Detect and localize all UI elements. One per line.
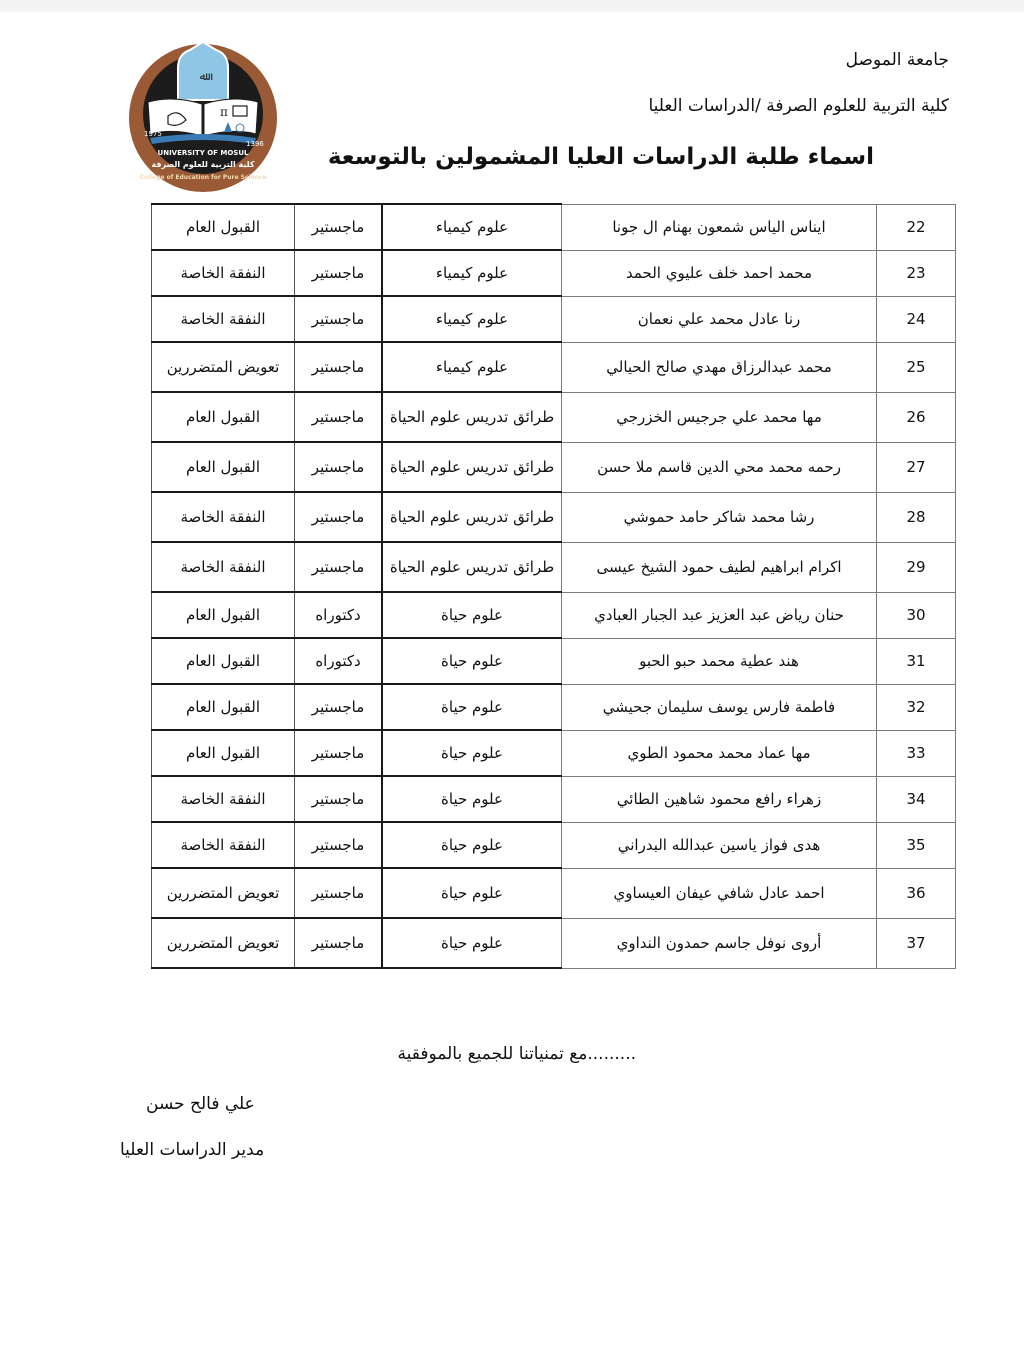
seal-text-en-bottom: College of Education for Pure Science: [139, 174, 267, 181]
row-number-cell: 29: [877, 542, 956, 592]
table-row: [152, 442, 956, 492]
admission-channel-cell: النفقة الخاصة: [152, 542, 295, 592]
table-row: [152, 392, 956, 442]
row-number-cell: 33: [877, 730, 956, 776]
student-name-cell: مها عماد محمد محمود الطوي: [562, 730, 877, 776]
admission-channel-cell: تعويض المتضررين: [152, 342, 295, 392]
row-number-cell: 37: [877, 918, 956, 968]
degree-cell: ماجستير: [295, 542, 383, 592]
students-table: [151, 203, 956, 969]
department-cell: طرائق تدريس علوم الحياة: [382, 392, 562, 442]
row-number-cell: 27: [877, 442, 956, 492]
degree-cell: ماجستير: [295, 730, 383, 776]
admission-channel-cell: النفقة الخاصة: [152, 776, 295, 822]
student-name-cell: رنا عادل محمد علي نعمان: [562, 296, 877, 342]
department-cell: طرائق تدريس علوم الحياة: [382, 492, 562, 542]
degree-cell: ماجستير: [295, 684, 383, 730]
department-cell: علوم كيمياء: [382, 296, 562, 342]
admission-channel-cell: القبول العام: [152, 204, 295, 250]
degree-cell: ماجستير: [295, 442, 383, 492]
signatory-title: مدير الدراسات العليا: [120, 1140, 265, 1160]
degree-cell: ماجستير: [295, 492, 383, 542]
table-row: [152, 730, 956, 776]
table-row: [152, 296, 956, 342]
seal-year-left: 1975: [144, 130, 162, 138]
degree-cell: ماجستير: [295, 776, 383, 822]
student-name-cell: حنان رياض عبد العزيز عبد الجبار العبادي: [562, 592, 877, 638]
student-name-cell: محمد احمد خلف عليوي الحمد: [562, 250, 877, 296]
student-name-cell: رشا محمد شاكر حامد حموشي: [562, 492, 877, 542]
degree-cell: ماجستير: [295, 918, 383, 968]
signatory-name: علي فالح حسن: [146, 1094, 255, 1114]
row-number-cell: 31: [877, 638, 956, 684]
admission-channel-cell: تعويض المتضررين: [152, 918, 295, 968]
admission-channel-cell: النفقة الخاصة: [152, 250, 295, 296]
student-name-cell: زهراء رافع محمود شاهين الطائي: [562, 776, 877, 822]
table-row: [152, 592, 956, 638]
degree-cell: ماجستير: [295, 342, 383, 392]
student-name-cell: محمد عبدالرزاق مهدي صالح الحيالي: [562, 342, 877, 392]
row-number-cell: 22: [877, 204, 956, 250]
table-row: [152, 684, 956, 730]
degree-cell: ماجستير: [295, 868, 383, 918]
row-number-cell: 28: [877, 492, 956, 542]
row-number-cell: 30: [877, 592, 956, 638]
department-cell: علوم حياة: [382, 592, 562, 638]
table-row: [152, 492, 956, 542]
department-cell: علوم حياة: [382, 638, 562, 684]
department-cell: علوم حياة: [382, 684, 562, 730]
degree-cell: ماجستير: [295, 296, 383, 342]
table-row: [152, 868, 956, 918]
admission-channel-cell: النفقة الخاصة: [152, 492, 295, 542]
row-number-cell: 25: [877, 342, 956, 392]
top-margin-strip: [0, 0, 1024, 12]
row-number-cell: 35: [877, 822, 956, 868]
degree-cell: دكتوراه: [295, 592, 383, 638]
student-name-cell: رحمه محمد محي الدين قاسم ملا حسن: [562, 442, 877, 492]
college-seal-logo: [128, 40, 278, 195]
university-name: جامعة الموصل: [845, 50, 949, 70]
table-row: [152, 542, 956, 592]
student-name-cell: فاطمة فارس يوسف سليمان جحيشي: [562, 684, 877, 730]
degree-cell: ماجستير: [295, 392, 383, 442]
department-cell: علوم حياة: [382, 730, 562, 776]
seal-year-right: 1396: [246, 140, 264, 148]
admission-channel-cell: القبول العام: [152, 592, 295, 638]
admission-channel-cell: النفقة الخاصة: [152, 822, 295, 868]
degree-cell: ماجستير: [295, 204, 383, 250]
degree-cell: دكتوراه: [295, 638, 383, 684]
student-name-cell: هند عطية محمد حبو الحبو: [562, 638, 877, 684]
closing-wishes: .........مع تمنياتنا للجميع بالموفقية: [397, 1044, 636, 1064]
table-row: [152, 342, 956, 392]
row-number-cell: 23: [877, 250, 956, 296]
student-name-cell: احمد عادل شافي عيفان العيساوي: [562, 868, 877, 918]
student-name-cell: أروى نوفل جاسم حمدون النداوي: [562, 918, 877, 968]
seal-text-en-top: UNIVERSITY OF MOSUL: [157, 149, 249, 157]
admission-channel-cell: تعويض المتضررين: [152, 868, 295, 918]
row-number-cell: 24: [877, 296, 956, 342]
students-table-body: [152, 204, 956, 968]
seal-calligraphy: ﷲ: [199, 70, 207, 83]
student-name-cell: اكرام ابراهيم لطيف حمود الشيخ عيسى: [562, 542, 877, 592]
row-number-cell: 32: [877, 684, 956, 730]
department-cell: علوم حياة: [382, 822, 562, 868]
admission-channel-cell: القبول العام: [152, 392, 295, 442]
student-name-cell: مها محمد علي جرجيس الخزرجي: [562, 392, 877, 442]
pi-symbol: π: [220, 105, 228, 119]
table-row: [152, 918, 956, 968]
department-cell: علوم كيمياء: [382, 204, 562, 250]
seal-text-ar: كلية التربية للعلوم الصرفة: [151, 160, 255, 169]
department-cell: طرائق تدريس علوم الحياة: [382, 442, 562, 492]
degree-cell: ماجستير: [295, 250, 383, 296]
admission-channel-cell: القبول العام: [152, 684, 295, 730]
department-cell: علوم حياة: [382, 918, 562, 968]
department-cell: علوم حياة: [382, 868, 562, 918]
college-department-line: كلية التربية للعلوم الصرفة /الدراسات العليا: [648, 96, 949, 116]
admission-channel-cell: النفقة الخاصة: [152, 296, 295, 342]
student-name-cell: ايناس الياس شمعون بهنام ال جونا: [562, 204, 877, 250]
admission-channel-cell: القبول العام: [152, 638, 295, 684]
table-row: [152, 250, 956, 296]
student-name-cell: هدى فواز ياسين عبدالله البدراني: [562, 822, 877, 868]
row-number-cell: 26: [877, 392, 956, 442]
university-seal-icon: [128, 40, 278, 195]
department-cell: علوم حياة: [382, 776, 562, 822]
admission-channel-cell: القبول العام: [152, 730, 295, 776]
admission-channel-cell: القبول العام: [152, 442, 295, 492]
table-row: [152, 776, 956, 822]
row-number-cell: 34: [877, 776, 956, 822]
page-title: اسماء طلبة الدراسات العليا المشمولين بالتوسعة: [327, 144, 874, 170]
row-number-cell: 36: [877, 868, 956, 918]
table-row: [152, 822, 956, 868]
department-cell: طرائق تدريس علوم الحياة: [382, 542, 562, 592]
table-row: [152, 204, 956, 250]
department-cell: علوم كيمياء: [382, 250, 562, 296]
degree-cell: ماجستير: [295, 822, 383, 868]
department-cell: علوم كيمياء: [382, 342, 562, 392]
table-row: [152, 638, 956, 684]
